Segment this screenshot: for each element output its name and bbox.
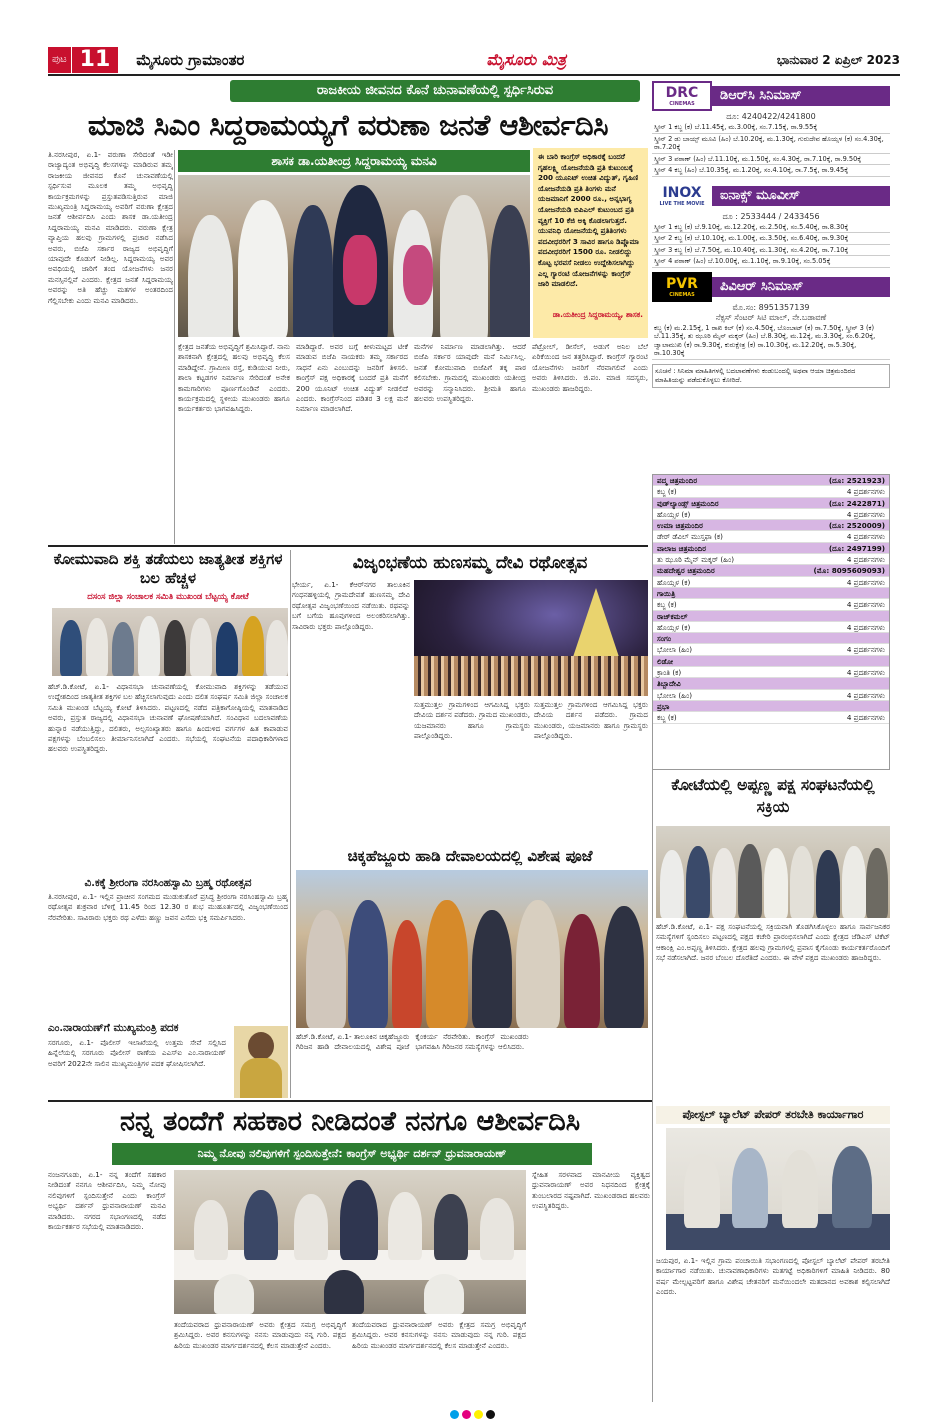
cinema-block (652, 271, 890, 360)
story-rathotsava-body-mid: ಸುತ್ತಮುತ್ತಲ ಗ್ರಾಮಗಳಿಂದ ಆಗಮಿಸಿದ್ದ ಭಕ್ತರು ದೇವಿಯ ದರ್ಶನ ಪಡೆದರು. ಗ್ರಾಮದ ಮುಖಂಡರು, ಯಜಮಾನರು ಹಾಗೂ ಗ್ರಾಮಸ್ಥರು ಪಾಲ್ಗೊಂಡಿದ್ದರು. (414, 700, 530, 741)
story-postal-headline: ಪೋಸ್ಟಲ್ ಬ್ಯಾಲೆಟ್ ಪೇಪರ್ ತರಬೇತಿ ಕಾರ್ಯಾಗಾರ (656, 1106, 890, 1124)
theatre-name-row (653, 656, 889, 667)
theatre-movie-row (653, 667, 889, 678)
cinema-note: ಸೂಚನೆ : ಸಿನಿಮಾ ಮಾಹಿತಿಗಳಲ್ಲಿ ಬದಲಾವಣೆಗಳು ಕಂಡುಬಂದಲ್ಲಿ ಅಥವಾ ಆಯಾ ಚಿತ್ರಮಂದಿರದ ಮಾಹಿತಿಯನ್ನು ಪಡೆದುಕೊಳ್ಳಲು ಕೋರಿದೆ. (652, 364, 890, 388)
theatre-name: ಪ್ರಭಾ (657, 701, 670, 711)
story-chikka-photo (296, 870, 648, 1028)
cinema-phone: ದೂ: 4240422/4241800 (726, 112, 816, 121)
cinema-showtime-row: ಸ್ಕ್ರೀನ್ 2 ಕಬ್ಜ (ಕ) ಬೆ.10.10ಕ್ಕೆ, ಮ.1.00ಕ್ಕೆ, ಮ.3.50ಕ್ಕೆ, ಸಂ.6.40ಕ್ಕೆ, ರಾ.9.30ಕ್ಕೆ (652, 233, 890, 245)
theatre-name: ವುಡ್‌ಲ್ಯಾಂಡ್ಸ್ ಚಿತ್ರಮಂದಿರ (657, 498, 719, 508)
theatre-name-row (653, 678, 889, 689)
cinema-showtime-row: ಸ್ಕ್ರೀನ್ 1 ಕಬ್ಜ (ಕ) ಬೆ.9.10ಕ್ಕೆ, ಮ.12.20ಕ್ಕೆ, ಮ.2.50ಕ್ಕೆ, ಸಂ.5.40ಕ್ಕೆ, ರಾ.8.30ಕ್ಕೆ (652, 222, 890, 234)
cinema-phone: ಮೊ.ಸಂ: 8951357139 (732, 302, 810, 312)
column-rule (652, 474, 653, 1402)
cinema-address: ನೆಕ್ಸಸ್ ಸೆಂಟರ್ ಸಿಟಿ ಮಾಲ್, ನೇ.ಬಡಾವಣೆ (715, 312, 827, 322)
cinema-header (652, 180, 890, 212)
cinema-showtime-row: ಸ್ಕ್ರೀನ್ 3 ಪಠಾಣ್ (ಹಿಂ) ಬೆ.11.10ಕ್ಕೆ, ಮ.1.50ಕ್ಕೆ, ಸಂ.4.30ಕ್ಕೆ, ರಾ.7.10ಕ್ಕೆ, ರಾ.9.50ಕ್ಕೆ (652, 154, 890, 166)
theatre-listing (652, 474, 890, 770)
theatre-name-row (653, 633, 889, 644)
lead-body-col2: ಕ್ಷೇತ್ರದ ಜನತೆಯ ಅಭಿವೃದ್ಧಿಗೆ ಶ್ರಮಿಸಿದ್ದಾರೆ. ನಾನು ಶಾಸಕನಾಗಿ ಕ್ಷೇತ್ರದಲ್ಲಿ ಹಲವು ಅಭಿವೃದ್ಧಿ ಕೆಲಸ ಮಾಡಿದ್ದೇನೆ. ಗ್ರಾಮೀಣ ರಸ್ತೆ, ಕುಡಿಯುವ ನೀರು, ಶಾಲಾ ಕಟ್ಟಡಗಳ ನಿರ್ಮಾಣ ಸೇರಿದಂತೆ ಅನೇಕ ಕಾಮಗಾರಿಗಳು ಪೂರ್ಣಗೊಂಡಿವೆ ಎಂದರು. ಕಾರ್ಯಕ್ರಮದಲ್ಲಿ ಸ್ಥಳೀಯ ಮುಖಂಡರು ಹಾಗೂ ಕಾರ್ಯಕರ್ತರು ಭಾಗವಹಿಸಿದ್ದರು. (178, 342, 290, 414)
story-father-headline: ನನ್ನ ತಂದೆಗೆ ಸಹಕಾರ ನೀಡಿದಂತೆ ನನಗೂ ಆಶೀರ್ವದಿಸಿ (119, 1106, 581, 1137)
story-rathotsava-headline: ವಿಜೃಂಭಣೆಯ ಹುಣಸಮ್ಮ ದೇವಿ ರಥೋತ್ಸವ (352, 553, 588, 573)
movie-title: ಕಬ್ಜ (ಕ) (657, 487, 677, 497)
theatre-name: ರಾಜ್‌ಕಮಲ್ (657, 611, 688, 621)
theatre-name: ಲಿಡೋ (657, 656, 674, 666)
story-father-body-mid2: ತಂದೆಯವರಾದ ಧ್ರುವನಾರಾಯಣ್ ಅವರು ಕ್ಷೇತ್ರದ ಸಮಗ್ರ ಅಭಿವೃದ್ಧಿಗೆ ಶ್ರಮಿಸಿದ್ದರು. ಅವರ ಕನಸುಗಳನ್ನು ನನಸು ಮಾಡುವುದು ನನ್ನ ಗುರಿ. ಪಕ್ಷದ ಹಿರಿಯ ಮುಖಂಡರ ಮಾರ್ಗದರ್ಶನದಲ್ಲಿ ಕೆಲಸ ಮಾಡುತ್ತೇನೆ ಎಂದರು. (352, 1320, 526, 1350)
theatre-phone: (ದೂ: 2521923) (828, 476, 885, 485)
movie-title: ಹೊಯ್ಸಳ (ಕ) (657, 622, 691, 632)
cinema-panel (652, 80, 890, 468)
theatre-name-row (653, 498, 889, 509)
story-postal-body: ಜಯಪುರ, ಏ.1- ಇಲ್ಲಿನ ಗ್ರಾಮ ಪಂಚಾಯಿತಿ ಸಭಾಂಗಣದಲ್ಲಿ ಪೋಸ್ಟಲ್ ಬ್ಯಾಲೆಟ್ ಪೇಪರ್ ತರಬೇತಿ ಕಾರ್ಯಾಗಾರ ನಡೆಯಿತು. ಚುನಾವಣಾಧಿಕಾರಿಗಳು ಮತಗಟ್ಟೆ ಅಧಿಕಾರಿಗಳಿಗೆ ಮಾಹಿತಿ ನೀಡಿದರು. 80 ವರ್ಷ ಮೇಲ್ಪಟ್ಟವರಿಗೆ ಹಾಗೂ ವಿಶೇಷ ಚೇತನರಿಗೆ ಮನೆಯಿಂದಲೇ ಮತದಾನದ ಅವಕಾಶ ಕಲ್ಪಿಸಲಾಗಿದೆ ಎಂದರು. (656, 1256, 890, 1297)
theatre-name: ವಾಲಾಜ ಚಿತ್ರಮಂದಿರ (657, 543, 707, 553)
quote-text: ಈ ಬಾರಿ ಕಾಂಗ್ರೆಸ್ ಅಧಿಕಾರಕ್ಕೆ ಬಂದರೆ ಗೃಹಲಕ್ಷ್ಮಿ ಯೋಜನೆಯಡಿ ಪ್ರತಿ ಕುಟುಂಬಕ್ಕೆ 200 ಯೂನಿಟ್ ಉಚಿತ ವಿದ್ಯುತ್, ಗೃಹಿಣಿ ಯೋಜನೆಯಡಿ ಪ್ರತಿ ತಿಂಗಳು ಮನೆ ಯಜಮಾನಿಗೆ 2000 ರೂ., ಅನ್ನಭಾಗ್ಯ ಯೋಜನೆಯಡಿ ಬಿಪಿಎಲ್ ಕುಟುಂಬದ ಪ್ರತಿ ವ್ಯಕ್ತಿಗೆ 10 ಕೆಜಿ ಅಕ್ಕಿ ಕೊಡಲಾಗುತ್ತದೆ. ಯುವನಿಧಿ ಯೋಜನೆಯಲ್ಲಿ ಪ್ರತಿತಿಂಗಳು ಪದವೀಧರರಿಗೆ 3 ಸಾವಿರ ಹಾಗೂ ಡಿಪ್ಲೊಮಾ ಪದವೀಧರರಿಗೆ 1500 ರೂ. ನೀಡಲಿದ್ದು ಕೊಟ್ಟ ಭರವಸೆ ನೀಡಲು ಉದ್ದೇಶಿಸಲಾಗಿದ್ದು ಎಲ್ಲ ಗ್ಯಾರಂಟಿ ಯೋಜನೆಗಳನ್ನು ಕಾಂಗ್ರೆಸ್ ಜಾರಿ ಮಾಡಲಿದೆ. (538, 152, 639, 289)
show-count: 4 ಪ್ರದರ್ಶನಗಳು (846, 713, 885, 723)
lead-body-col4: ಮನೆಗಳ ನಿರ್ಮಾಣ ಮಾಡಲಾಗಿತ್ತು. ಆದರೆ ಬಿಜೆಪಿ ಸರ್ಕಾರ ಯಾವುದೇ ಮನೆ ನಿರ್ಮಿಸಿಲ್ಲ. ಜನತೆ ಕೋಮುವಾದಿ ಬಿಜೆಪಿಗೆ ತಕ್ಕ ಪಾಠ ಕಲಿಸಬೇಕು. ಗ್ರಾಮದಲ್ಲಿ ಮುಖಂಡರು ಯತೀಂದ್ರ ಅವರನ್ನು ಸನ್ಮಾನಿಸಿದರು. ಶ್ರೀಮತಿ ಹಾಗೂ ಹಲವರು ಉಪಸ್ಥಿತರಿದ್ದರು. (414, 342, 526, 404)
story-rathotsava-body-left: ಭೇರ್ಯ, ಏ.1- ಕೆಆರ್‌ನಗರ ತಾಲೂಕಿನ ಗಂಧನಹಳ್ಳಿಯಲ್ಲಿ ಗ್ರಾಮದೇವತೆ ಹುಣಸಮ್ಮ ದೇವಿ ರಥೋತ್ಸವ ವಿಜೃಂಭಣೆಯಿಂದ ನಡೆಯಿತು. ರಥವನ್ನು ಬಗೆ ಬಗೆಯ ಹೂವುಗಳಿಂದ ಅಲಂಕರಿಸಲಾಗಿತ್ತು. ಸಾವಿರಾರು ಭಕ್ತರು ಪಾಲ್ಗೊಂಡಿದ್ದರು. (292, 580, 410, 631)
story-father-body-mid: ತಂದೆಯವರಾದ ಧ್ರುವನಾರಾಯಣ್ ಅವರು ಕ್ಷೇತ್ರದ ಸಮಗ್ರ ಅಭಿವೃದ್ಧಿಗೆ ಶ್ರಮಿಸಿದ್ದರು. ಅವರ ಕನಸುಗಳನ್ನು ನನಸು ಮಾಡುವುದು ನನ್ನ ಗುರಿ. ಪಕ್ಷದ ಹಿರಿಯ ಮುಖಂಡರ ಮಾರ್ಗದರ್ಶನದಲ್ಲಿ ಕೆಲಸ ಮಾಡುತ್ತೇನೆ ಎಂದರು. (174, 1320, 346, 1350)
theatre-movie-row (653, 577, 889, 588)
story-chikka-headline: ಚಿಕ್ಕಹೆಜ್ಜೂರು ಹಾಡಿ ದೇವಾಲಯದಲ್ಲಿ ವಿಶೇಷ ಪೂಜೆ (347, 847, 593, 865)
lead-body-col1: ತಿ.ನರಸೀಪುರ, ಏ.1- ವರುಣಾ ಸೇರಿದಂತೆ ಇಡೀ ರಾಜ್ಯಾದ್ಯಂತ ಅಭಿವೃದ್ಧಿ ಕೆಲಸಗಳನ್ನು ಮಾಡಿರುವ ತಮ್ಮ ರಾಜಕೀಯ ಜೀವನದ ಕೊನೆ ಚುನಾವಣೆಯಲ್ಲಿ ಸ್ಪರ್ಧಿಸುವ ಮೂಲಕ ತಮ್ಮ ಅಭಿವೃದ್ಧಿ ಕಾರ್ಯಕ್ರಮಗಳನ್ನು ಪ್ರಸ್ತುತಪಡಿಸುತ್ತಿರುವ ಮಾಜಿ ಮುಖ್ಯಮಂತ್ರಿ ಸಿದ್ದರಾಮಯ್ಯ ಅವರಿಗೆ ವರುಣಾ ಕ್ಷೇತ್ರದ ಜನತೆ ಆಶೀರ್ವದಿಸಿ ಎಂದು ಶಾಸಕ ಡಾ.ಯತೀಂದ್ರ ಸಿದ್ದರಾಮಯ್ಯ ಮನವಿ ಮಾಡಿದರು. ವರುಣಾ ಕ್ಷೇತ್ರ ವ್ಯಾಪ್ತಿಯ ಹಲವು ಗ್ರಾಮಗಳಲ್ಲಿ ಪ್ರಚಾರ ನಡೆಸಿದ ಅವರು, ಬಿಜೆಪಿ ಸರ್ಕಾರ ರಾಜ್ಯದ ಅಭಿವೃದ್ಧಿಗೆ ಯಾವುದೇ ಕೊಡುಗೆ ನೀಡಿಲ್ಲ. ಸಿದ್ದರಾಮಯ್ಯ ಅವರ ಅವಧಿಯಲ್ಲಿ ಜಾರಿಗೆ ತಂದ ಯೋಜನೆಗಳು ಜನರ ಮನಸ್ಸಿನಲ್ಲಿವೆ ಎಂದರು. ಕ್ಷೇತ್ರದ ಜನತೆ ಸಿದ್ದರಾಮಯ್ಯ ಅವರನ್ನು ಅತಿ ಹೆಚ್ಚು ಮತಗಳ ಅಂತರದಿಂದ ಗೆಲ್ಲಿಸಬೇಕು ಎಂದು ಮನವಿ ಮಾಡಿದರು. (48, 150, 173, 305)
cinema-logo (652, 81, 712, 111)
theatre-phone: (ದೂ: 2520009) (828, 521, 885, 531)
theatre-movie-row (653, 554, 889, 565)
section-title: ಮೈಸೂರು ಗ್ರಾಮಾಂತರ (136, 51, 245, 69)
cinema-showtime-row: ಸ್ಕ್ರೀನ್ 4 ಪಠಾಣ್ (ಹಿಂ) ಬೆ.10.00ಕ್ಕೆ, ಮ.1.10ಕ್ಕೆ, ರಾ.9.10ಕ್ಕೆ, ಸಂ.5.05ಕ್ಕೆ (652, 256, 890, 268)
cinema-showtime-row: ಸ್ಕ್ರೀನ್ 1 ಕಬ್ಜ (ಕ) ಬೆ.11.45ಕ್ಕೆ, ಮ.3.00ಕ್ಕೆ, ಸಂ.7.15ಕ್ಕೆ, ರಾ.9.55ಕ್ಕೆ (652, 122, 890, 134)
show-count: 4 ಪ್ರದರ್ಶನಗಳು (846, 668, 885, 678)
theatre-movie-row (653, 509, 889, 520)
movie-title: ತು ಝೂಠಿ ಮೈನ್ ಮಕ್ಕರ್ (ಹಿಂ) (657, 555, 735, 565)
cinema-logo-subtext: LIVE THE MOVIE (659, 200, 705, 207)
theatre-name: ತಿಬ್ಬಾದೇವಿ (657, 679, 681, 689)
newspaper-logo: ಮೈಸೂರು ಮಿತ್ರ (486, 50, 567, 69)
lead-kicker: ರಾಜಕೀಯ ಜೀವನದ ಕೊನೆ ಚುನಾವಣೆಯಲ್ಲಿ ಸ್ಪರ್ಧಿಸಿರುವ (230, 80, 640, 102)
show-count: 4 ಪ್ರದರ್ಶನಗಳು (846, 600, 885, 610)
story-komu-headline: ಕೋಮುವಾದಿ ಶಕ್ತಿ ತಡೆಯಲು ಜಾತ್ಯತೀತ ಶಕ್ತಿಗಳ ಬಲ ಹೆಚ್ಚಳ (53, 550, 283, 587)
show-count: 4 ಪ್ರದರ್ಶನಗಳು (846, 577, 885, 587)
lead-photo (178, 175, 530, 337)
show-count: 4 ಪ್ರದರ್ಶನಗಳು (846, 645, 885, 655)
theatre-movie-row (653, 599, 889, 610)
movie-title: ಡೇರ್ ಡೆವಿಲ್ ಮುಸ್ತಫಾ (ಕ) (657, 532, 723, 542)
story-komu-photo (52, 608, 288, 676)
lead-headline: ಮಾಜಿ ಸಿಎಂ ಸಿದ್ದರಾಮಯ್ಯಗೆ ವರುಣಾ ಜನತೆ ಆಶೀರ್ವದಿಸಿ (87, 108, 609, 142)
quote-box (533, 148, 648, 338)
story-chikka-body: ಹೆಚ್.ಡಿ.ಕೋಟೆ, ಏ.1- ತಾಲೂಕಿನ ಚಿಕ್ಕಹೆಜ್ಜೂರು ಗಿರಿಜನ ಹಾಡಿ ದೇವಾಲಯದಲ್ಲಿ ವಿಶೇಷ ಪೂಜೆ ಕೈಂಕರ್ಯ ನೆರವೇರಿತು. ಕಾಂಗ್ರೆಸ್ ಮುಖಂಡರು ಭಾಗವಹಿಸಿ ಗಿರಿಜನರ ಸಮಸ್ಯೆಗಳನ್ನು ಆಲಿಸಿದರು. (296, 1032, 529, 1052)
theatre-movie-row (653, 690, 889, 701)
theatre-phone: (ದೂ: 2422871) (828, 498, 885, 508)
cinema-name: ಪಿವಿಆರ್ ಸಿನಿಮಾಸ್ (712, 277, 890, 297)
theatre-movie-row (653, 622, 889, 633)
cinema-name: ಡಿಆರ್‌ಸಿ ಸಿನಿಮಾಸ್ (712, 86, 890, 106)
cinema-block (652, 180, 890, 268)
story-kote-body: ಹೆಚ್.ಡಿ.ಕೋಟೆ, ಏ.1- ಪಕ್ಷ ಸಂಘಟನೆಯಲ್ಲಿ ಸಕ್ರಿಯವಾಗಿ ತೊಡಗಿಸಿಕೊಳ್ಳಲು ಹಾಗೂ ಸಾರ್ವಜನಿಕರ ಸಮಸ್ಯೆಗಳಿಗೆ ಸ್ಪಂದಿಸಲು ಪಟ್ಟಣದಲ್ಲಿ ಪಕ್ಷದ ಕಚೇರಿ ಪ್ರಾರಂಭಿಸಲಾಗಿದೆ ಎಂದು ಕ್ಷೇತ್ರದ ಜೆಡಿಎಸ್ ಟಿಕೆಟ್ ಆಕಾಂಕ್ಷಿ ಎಂ.ಅಪ್ಪಣ್ಣ ತಿಳಿಸಿದರು. ಕ್ಷೇತ್ರದ ಹಲವು ಗ್ರಾಮಗಳಲ್ಲಿ ಪ್ರವಾಸ ಕೈಗೊಂಡು ಕಾರ್ಯಕರ್ತರೊಂದಿಗೆ ಸಭೆ ನಡೆಸಲಾಗಿದೆ. ಜನರ ಬೆಂಬಲ ದೊರೆತಿದೆ ಎಂದರು. ಈ ವೇಳೆ ಪಕ್ಷದ ಮುಖಂಡರು ಹಾಜರಿದ್ದರು. (656, 922, 890, 963)
theatre-movie-row (653, 531, 889, 542)
theatre-movie-row (653, 712, 889, 723)
cinema-logo (652, 272, 712, 302)
theatre-name-row (653, 543, 889, 554)
story-brahma-headline: ವಿ.ಕಕ್ಕೆ ಶ್ರೀರಂಗಾ ನರಸಿಂಹಸ್ವಾಮಿ ಬ್ರಹ್ಮ ರಥೋತ್ಸವ (84, 877, 252, 889)
theatre-phone: (ದೂ: 2497199) (828, 543, 885, 553)
theatre-name: ಗಾಯಿತ್ರಿ (657, 588, 676, 598)
story-rathotsava-body-right: ಸುತ್ತಮುತ್ತಲ ಗ್ರಾಮಗಳಿಂದ ಆಗಮಿಸಿದ್ದ ಭಕ್ತರು ದೇವಿಯ ದರ್ಶನ ಪಡೆದರು. ಗ್ರಾಮದ ಮುಖಂಡರು, ಯಜಮಾನರು ಹಾಗೂ ಗ್ರಾಮಸ್ಥರು ಪಾಲ್ಗೊಂಡಿದ್ದರು. (534, 700, 648, 741)
theatre-name-row (653, 565, 889, 576)
page-label: ಪುಟ (48, 47, 71, 73)
story-cm-medal-photo (234, 1026, 288, 1098)
movie-title: ಹೊಯ್ಸಳ (ಕ) (657, 577, 691, 587)
theatre-name: ಮಹದೇಶ್ವರ ಚಿತ್ರಮಂದಿರ (657, 566, 715, 576)
story-cm-medal-body: ಸರಗೂರು, ಏ.1- ಪೊಲೀಸ್ ಇಲಾಖೆಯಲ್ಲಿ ಉತ್ತಮ ಸೇವೆ ಸಲ್ಲಿಸಿದ ಹಿನ್ನೆಲೆಯಲ್ಲಿ ಸರಗೂರು ಪೊಲೀಸ್ ಠಾಣೆಯ ಎಎಸ್‌ಐ ಎಂ.ನಾರಾಯಣ್ ಅವರಿಗೆ 2022ನೇ ಸಾಲಿನ ಮುಖ್ಯಮಂತ್ರಿಗಳ ಪದಕ ಘೋಷಿಸಲಾಗಿದೆ. (48, 1038, 226, 1068)
page-tag (48, 47, 118, 73)
story-kote-headline: ಕೋಟೆಯಲ್ಲಿ ಅಪ್ಪಣ್ಣ ಪಕ್ಷ ಸಂಘಟನೆಯಲ್ಲಿ ಸಕ್ರಿಯ (671, 775, 875, 816)
story-cm-medal-headline: ಎಂ.ನಾರಾಯಣ್‌ಗೆ ಮುಖ್ಯಮಂತ್ರಿ ಪದಕ (48, 1022, 179, 1034)
theatre-name-row (653, 588, 889, 599)
show-count: 4 ಪ್ರದರ್ಶನಗಳು (846, 487, 885, 497)
cinema-logo-text: PVR (666, 275, 698, 292)
story-rathotsava-photo (414, 580, 648, 696)
story-komu-byline: ದಸಂಸ ಜಿಲ್ಲಾ ಸಂಚಾಲಕ ಸಮಿತಿ ಮುಖಂಡ ಬೆಟ್ಟಯ್ಯ ಕೋಟೆ (87, 592, 249, 602)
theatre-name: ಸಂಗಂ (657, 634, 672, 644)
column-rule (290, 550, 291, 1098)
show-count: 4 ಪ್ರದರ್ಶನಗಳು (846, 622, 885, 632)
cinema-name: ಐನಾಕ್ಸ್ ಮೂವೀಸ್ (712, 186, 890, 206)
theatre-name-row (653, 611, 889, 622)
theatre-movie-row (653, 486, 889, 497)
cinema-logo (652, 181, 712, 211)
registration-mark (462, 1410, 471, 1419)
story-brahma-body: ತಿ.ನರಸೀಪುರ, ಏ.1- ಇಲ್ಲಿನ ಪ್ರಾಚೀನ ಸಂಗಮದ ಮುಡುಕುತೊರೆ ಪ್ರಸಿದ್ಧ ಶ್ರೀರಂಗಾ ನರಸಿಂಹಸ್ವಾಮಿ ಬ್ರಹ್ಮ ರಥೋತ್ಸವ ಶುಕ್ರವಾರ ಬೆಳಿಗ್ಗೆ 11.45 ರಿಂದ 12.30 ರ ಶುಭ ಮುಹೂರ್ತದಲ್ಲಿ ವಿಜೃಂಭಣೆಯಿಂದ ನೆರವೇರಿತು. ಸಾವಿರಾರು ಭಕ್ತರು ರಥ ಎಳೆದು ಹಣ್ಣು ಜವನ ಎಸೆದು ಭಕ್ತಿ ಸಮರ್ಪಿಸಿದರು. (48, 892, 288, 922)
movie-title: ಕಬ್ಜ (ಕ) (657, 713, 677, 723)
movie-title: ಹೊಯ್ಸಳ (ಕ) (657, 509, 691, 519)
masthead (48, 46, 900, 76)
show-count: 4 ಪ್ರದರ್ಶನಗಳು (846, 509, 885, 519)
theatre-name-row (653, 520, 889, 531)
cinema-logo-text: DRC (665, 85, 699, 101)
section-divider (48, 545, 648, 547)
theatre-movie-row (653, 644, 889, 655)
lead-sub-banner: ಶಾಸಕ ಡಾ.ಯತೀಂದ್ರ ಸಿದ್ದರಾಮಯ್ಯ ಮನವಿ (178, 150, 530, 172)
lead-body-col5: ಪೆಟ್ರೋಲ್, ಡೀಸೆಲ್, ಅಡುಗೆ ಅನಿಲ ಬೆಲೆ ಏರಿಕೆಯಿಂದ ಜನ ತತ್ತರಿಸಿದ್ದಾರೆ. ಕಾಂಗ್ರೆಸ್ ಗ್ಯಾರಂಟಿ ಯೋಜನೆಗಳು ಜನರಿಗೆ ನೆರವಾಗಲಿವೆ ಎಂದು ಅವರು ತಿಳಿಸಿದರು. ಜಿ.ಪಂ. ಮಾಜಿ ಸದಸ್ಯರು, ಮುಖಂಡರು ಹಾಜರಿದ್ದರು. (532, 342, 648, 393)
cinema-showtime-row: ಸ್ಕ್ರೀನ್ 4 ಕಬ್ಜ (ಹಿಂ) ಬೆ.10.35ಕ್ಕೆ, ಮ.1.20ಕ್ಕೆ, ಸಂ.4.10ಕ್ಕೆ, ರಾ.7.5ಕ್ಕೆ, ರಾ.9.45ಕ್ಕೆ (652, 165, 890, 177)
registration-mark (474, 1410, 483, 1419)
cinema-logo-subtext: CINEMAS (669, 291, 695, 298)
show-count: 4 ಪ್ರದರ್ಶನಗಳು (846, 690, 885, 700)
show-count: 4 ಪ್ರದರ್ಶನಗಳು (846, 532, 885, 542)
page-number: 11 (71, 47, 119, 73)
theatre-name-row (653, 701, 889, 712)
show-count: 4 ಪ್ರದರ್ಶನಗಳು (846, 555, 885, 565)
quote-signature: ಡಾ.ಯತೀಂದ್ರ ಸಿದ್ದರಾಮಯ್ಯ, ಶಾಸಕ. (552, 310, 643, 319)
story-kote-photo (656, 826, 890, 918)
cinema-showtime-row: ಸ್ಕ್ರೀನ್ 2 ಡು ಬಾಯ್ಸ್ ಮೂವಿ (ಹಿಂ) ಬೆ.10.20ಕ್ಕೆ, ಮ.1.30ಕ್ಕೆ, ಗುರುದೇವ ಹೊಯ್ಸಳ (ಕ) ಸಂ.4.30ಕ್ಕೆ, ರಾ.7.20ಕ್ಕೆ (652, 134, 890, 154)
issue-date: ಭಾನುವಾರ 2 ಏಪ್ರಿಲ್ 2023 (776, 52, 900, 67)
theatre-name: ಪದ್ಮ ಚಿತ್ರಮಂದಿರ (657, 476, 698, 485)
story-father-sub: ನಿಮ್ಮ ನೋವು ನಲಿವುಗಳಿಗೆ ಸ್ಪಂದಿಸುತ್ತೇನೆ: ಕಾಂಗ್ರೆಸ್ ಅಭ್ಯರ್ಥಿ ದರ್ಶನ್ ಧ್ರುವನಾರಾಯಣ್ (112, 1143, 592, 1165)
movie-title: ಕ್ರಾಂತಿ (ಕ) (657, 668, 682, 678)
story-postal-photo (666, 1128, 890, 1250)
lead-body-col3: ಮಾಡಿದ್ದಾರೆ. ಅವರ ಬಗ್ಗೆ ಕೀಳುಮಟ್ಟದ ಟೀಕೆ ಮಾಡುವ ಬಿಜೆಪಿ ನಾಯಕರು ತಮ್ಮ ಸರ್ಕಾರದ ಸಾಧನೆ ಏನು ಎಂಬುದನ್ನು ಜನರಿಗೆ ತಿಳಿಸಲಿ. ಕಾಂಗ್ರೆಸ್ ಪಕ್ಷ ಅಧಿಕಾರಕ್ಕೆ ಬಂದರೆ ಪ್ರತಿ ಮನೆಗೆ 200 ಯೂನಿಟ್ ಉಚಿತ ವಿದ್ಯುತ್ ನೀಡಲಿದೆ ಎಂದರು. ಕಾಂಗ್ರೆಸ್‍ನಿಂದ ಪಡಿತರ 3 ಲಕ್ಷ ಮನೆ ನಿರ್ಮಾಣ ಮಾಡಲಾಗಿದೆ. (296, 342, 408, 414)
movie-title: ಭೋಲಾ (ಹಿಂ) (657, 645, 693, 655)
cinema-block (652, 80, 890, 177)
registration-mark (486, 1410, 495, 1419)
cinema-phone: ದೂ : 2533444 / 2433456 (722, 211, 820, 221)
movie-title: ಭೋಲಾ (ಹಿಂ) (657, 690, 693, 700)
story-komu-body: ಹೆಚ್.ಡಿ.ಕೋಟೆ, ಏ.1- ವಿಧಾನಸಭಾ ಚುನಾವಣೆಯಲ್ಲಿ ಕೋಮುವಾದಿ ಶಕ್ತಿಗಳನ್ನು ತಡೆಯುವ ಉದ್ದೇಶದಿಂದ ಜಾತ್ಯತೀತ ಶಕ್ತಿಗಳ ಬಲ ಹೆಚ್ಚಿಸಲಾಗುವುದು ಎಂದು ದಲಿತ ಸಂಘರ್ಷ ಸಮಿತಿ ಜಿಲ್ಲಾ ಸಂಚಾಲಕ ಸಮಿತಿ ಮುಖಂಡ ಬೆಟ್ಟಯ್ಯ ಕೋಟೆ ತಿಳಿಸಿದರು. ಪಟ್ಟಣದಲ್ಲಿ ನಡೆದ ಪತ್ರಿಕಾಗೋಷ್ಠಿಯಲ್ಲಿ ಮಾತನಾಡಿದ ಅವರು, ಪ್ರಸ್ತುತ ರಾಜ್ಯದಲ್ಲಿ ವಿಧಾನಸಭಾ ಚುನಾವಣೆ ಘೋಷಣೆಯಾಗಿದೆ. ಸಂವಿಧಾನ ಬದಲಾವಣೆಯ ಹುನ್ನಾರ ನಡೆಯುತ್ತಿದ್ದು, ದಲಿತರು, ಅಲ್ಪಸಂಖ್ಯಾತರು ಹಾಗೂ ಹಿಂದುಳಿದ ವರ್ಗಗಳ ಹಿತ ಕಾಪಾಡುವ ಪಕ್ಷಗಳನ್ನು ಬೆಂಬಲಿಸಲು ತೀರ್ಮಾನಿಸಲಾಗಿದೆ ಎಂದರು. ಸಭೆಯಲ್ಲಿ ಸಂಘಟನೆಯ ಪದಾಧಿಕಾರಿಗಳಾದ ಹಲವರು ಉಪಸ್ಥಿತರಿದ್ದರು. (48, 682, 288, 754)
story-father-photo (174, 1170, 526, 1314)
cinema-logo-subtext: CINEMAS (669, 101, 695, 107)
movie-title: ಕಬ್ಜ (ಕ) (657, 600, 677, 610)
theatre-phone: (ಮೊ: 8095609093) (813, 566, 885, 576)
cinema-header (652, 80, 890, 112)
theatre-name-row (653, 475, 889, 486)
column-rule (174, 150, 175, 544)
registration-mark (450, 1410, 459, 1419)
cinema-logo-text: INOX (662, 184, 702, 201)
cinema-showtime-row: ಸ್ಕ್ರೀನ್ 3 ಕಬ್ಜ (ಕ) ಬೆ.7.50ಕ್ಕೆ, ಮ.10.40ಕ್ಕೆ, ಮ.1.30ಕ್ಕೆ, ಸಂ.4.20ಕ್ಕೆ, ರಾ.7.10ಕ್ಕೆ (652, 245, 890, 257)
cinema-showtime-row: ಕಬ್ಜ (ಕ) ಮ.2.15ಕ್ಕೆ, 1 ರಾಖಿ ಕಿಲ್ (ಕ) ಸಂ.4.50ಕ್ಕೆ, ಬೊಂಬಾಟ್ (ಕ) ರಾ.7.50ಕ್ಕೆ, ಸ್ಕ್ರೀನ್ 3 (ಕ) ಬೆ.11.35ಕ್ಕೆ, ತು ಝೂಠಿ ಮೈನ್ ಮಕ್ಕರ್ (ಹಿಂ) ಬೆ.8.30ಕ್ಕೆ, ಮ.12ಕ್ಕೆ, ಮ.3.30ಕ್ಕೆ, ಸಂ.6.20ಕ್ಕೆ, ಜ್ವಾಲಾಮುಖಿ (ಕ) ರಾ.9.30ಕ್ಕೆ, ಕುರುಕ್ಷೇತ್ರ (ಕ) ರಾ.10.30ಕ್ಕೆ, ಮ.12.20ಕ್ಕೆ, ರಾ.5.30ಕ್ಕೆ, ರಾ.10.30ಕ್ಕೆ (652, 323, 890, 360)
theatre-name: ಉಮಾ ಚಿತ್ರಮಂದಿರ (657, 521, 703, 531)
story-father-body-left: ನಂಜನಗೂಡು, ಏ.1- ನನ್ನ ತಂದೆಗೆ ಸಹಕಾರ ನೀಡಿದಂತೆ ನನಗೂ ಆಶೀರ್ವದಿಸಿ, ನಿಮ್ಮ ನೋವು ನಲಿವುಗಳಿಗೆ ಸ್ಪಂದಿಸುತ್ತೇನೆ ಎಂದು ಕಾಂಗ್ರೆಸ್ ಅಭ್ಯರ್ಥಿ ದರ್ಶನ್ ಧ್ರುವನಾರಾಯಣ್ ಮನವಿ ಮಾಡಿದರು. ನಗರದ ಸಭಾಂಗಣದಲ್ಲಿ ನಡೆದ ಕಾರ್ಯಕರ್ತರ ಸಭೆಯಲ್ಲಿ ಮಾತನಾಡಿದರು. (48, 1170, 166, 1232)
cinema-header (652, 271, 890, 303)
story-father-body-right: ಸ್ನೇಹಿತ ಸರಳವಾದ ಮಾನವೀಯ ವ್ಯಕ್ತಿತ್ವದ ಧ್ರುವನಾರಾಯಣ್ ಅವರ ನಿಧನದಿಂದ ಕ್ಷೇತ್ರಕ್ಕೆ ತುಂಬಲಾರದ ನಷ್ಟವಾಗಿದೆ. ಮುಖಂಡರಾದ ಹಲವರು ಉಪಸ್ಥಿತರಿದ್ದರು. (532, 1170, 650, 1211)
